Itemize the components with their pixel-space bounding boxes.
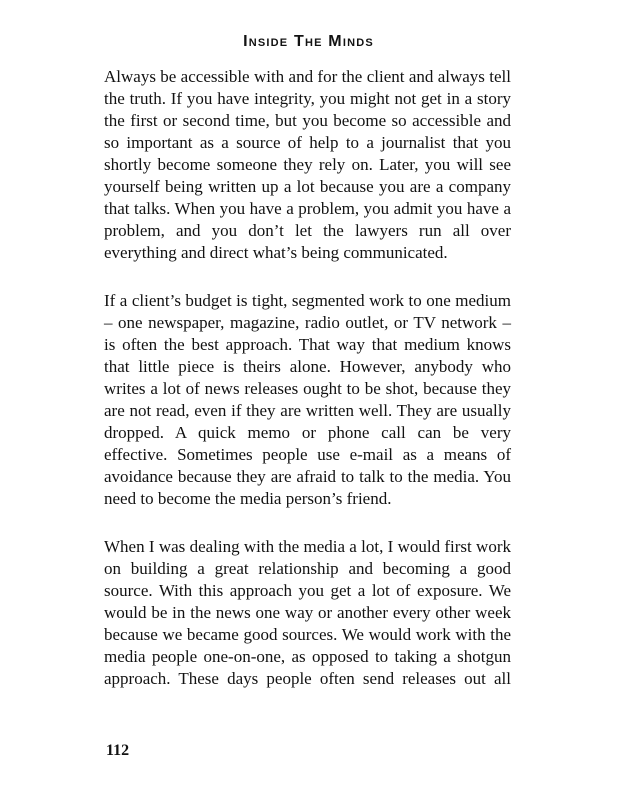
text-line: approach. These days people often send releases out all: [104, 669, 511, 688]
text-line: source. With this approach you get a lot of exposure. We: [104, 581, 511, 600]
text-line: that little piece is theirs alone. However, anybody who: [104, 357, 511, 376]
text-line: the first or second time, but you become so accessible and: [104, 111, 511, 130]
text-line: the truth. If you have integrity, you might not get in a story: [104, 89, 511, 108]
running-header: Inside The Minds: [243, 33, 374, 50]
text-line: would be in the news one way or another every other week: [104, 603, 511, 622]
text-line: are not read, even if they are written well. They are usually: [104, 401, 511, 420]
text-line: writes a lot of news releases ought to be shot, because they: [104, 379, 511, 398]
text-line: because we became good sources. We would work with the: [104, 625, 511, 644]
page-number: 112: [106, 742, 130, 759]
text-line: is often the best approach. That way that medium knows: [104, 335, 511, 354]
text-line: need to become the media person’s friend.: [104, 489, 392, 508]
text-line: media people one-on-one, as opposed to taking a shotgun: [104, 647, 511, 666]
text-line: on building a great relationship and becoming a good: [104, 559, 511, 578]
paragraph: [104, 290, 511, 510]
text-line: effective. Sometimes people use e-mail as a means of: [104, 445, 511, 464]
text-line: When I was dealing with the media a lot, I would first work: [104, 537, 511, 556]
text-line: shortly become someone they rely on. Later, you will see: [104, 155, 511, 174]
text-line: – one newspaper, magazine, radio outlet, or TV network –: [104, 313, 511, 332]
text-line: Always be accessible with and for the client and always tell: [104, 67, 511, 86]
paragraph: [104, 536, 511, 690]
text-line: that talks. When you have a problem, you admit you have a: [104, 199, 511, 218]
text-line: so important as a source of help to a journalist that you: [104, 133, 511, 152]
text-line: problem, and you don’t let the lawyers run all over: [104, 221, 511, 240]
text-line: If a client’s budget is tight, segmented work to one medium: [104, 291, 511, 310]
paragraph: [104, 66, 511, 264]
text-line: everything and direct what’s being communicated.: [104, 243, 448, 262]
text-line: yourself being written up a lot because you are a company: [104, 177, 511, 196]
text-line: avoidance because they are afraid to talk to the media. You: [104, 467, 511, 486]
text-line: dropped. A quick memo or phone call can be very: [104, 423, 511, 442]
text-block: [104, 66, 511, 716]
